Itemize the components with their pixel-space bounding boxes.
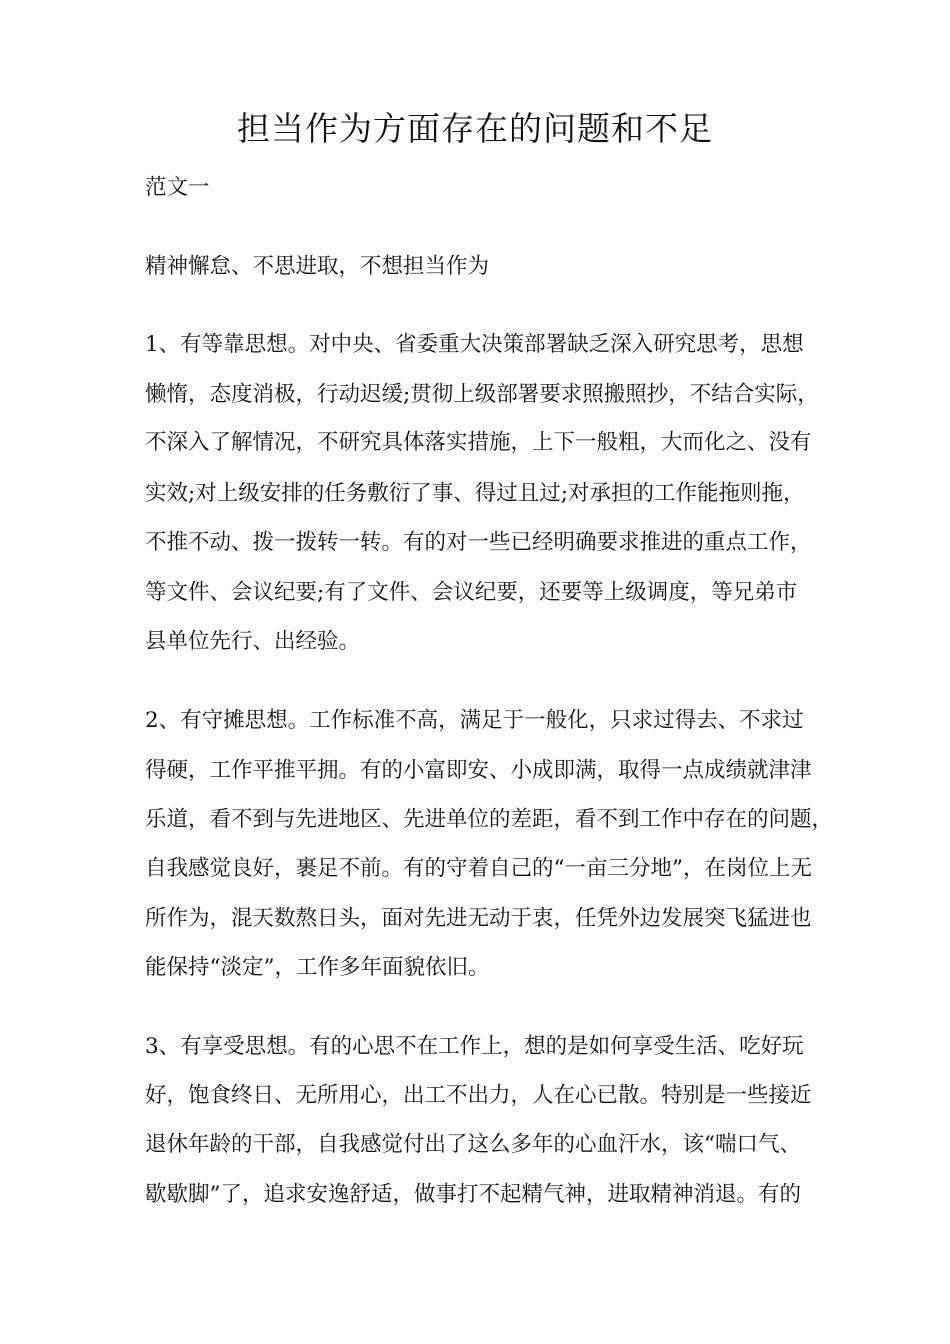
- subtitle: 范文一: [145, 175, 210, 200]
- paragraph-3-line-3: 退休年龄的干部，自我感觉付出了这么多年的心血汗水，该“喘口气、: [145, 1132, 801, 1157]
- paragraph-1-line-5: 不推不动、拨一拨转一转。有的对一些已经明确要求推进的重点工作，: [145, 530, 812, 555]
- paragraph-1-line-6: 等文件、会议纪要;有了文件、会议纪要，还要等上级调度，等兄弟市: [145, 580, 798, 605]
- paragraph-2-line-4: 自我感觉良好，裹足不前。有的守着自己的“一亩三分地”，在岗位上无: [145, 856, 812, 881]
- paragraph-1-line-1: 1、有等靠思想。对中央、省委重大决策部署缺乏深入研究思考，思想: [145, 332, 804, 357]
- paragraph-2-line-5: 所作为，混天数熬日头，面对先进无动于衷，任凭外边发展突飞猛进也: [145, 906, 812, 931]
- paragraph-1-line-2: 懒惰，态度消极，行动迟缓;贯彻上级部署要求照搬照抄，不结合实际，: [145, 382, 819, 407]
- paragraph-2-line-3: 乐道，看不到与先进地区、先进单位的差距，看不到工作中存在的问题，: [145, 807, 834, 832]
- paragraph-3-line-2: 好，饱食终日、无所用心，出工不出力，人在心已散。特别是一些接近: [145, 1083, 812, 1108]
- paragraph-1-line-3: 不深入了解情况，不研究具体落实措施，上下一般粗，大而化之、没有: [145, 430, 812, 455]
- paragraph-2-line-1: 2、有守摊思想。工作标准不高，满足于一般化，只求过得去、不求过: [145, 708, 804, 733]
- paragraph-2-line-6: 能保持“淡定”，工作多年面貌依旧。: [145, 955, 490, 980]
- paragraph-1-line-4: 实效;对上级安排的任务敷衍了事、得过且过;对承担的工作能拖则拖，: [145, 481, 805, 506]
- section-heading: 精神懈怠、不思进取，不想担当作为: [145, 254, 490, 279]
- document-title: 担当作为方面存在的问题和不足: [237, 109, 713, 148]
- paragraph-2-line-2: 得硬，工作平推平拥。有的小富即安、小成即满，取得一点成绩就津津: [145, 758, 812, 783]
- paragraph-3-line-1: 3、有享受思想。有的心思不在工作上，想的是如何享受生活、吃好玩: [145, 1034, 804, 1059]
- paragraph-3-line-4: 歇歇脚”了，追求安逸舒适，做事打不起精气神，进取精神消退。有的: [145, 1182, 801, 1207]
- paragraph-1-line-7: 县单位先行、出经验。: [145, 629, 361, 654]
